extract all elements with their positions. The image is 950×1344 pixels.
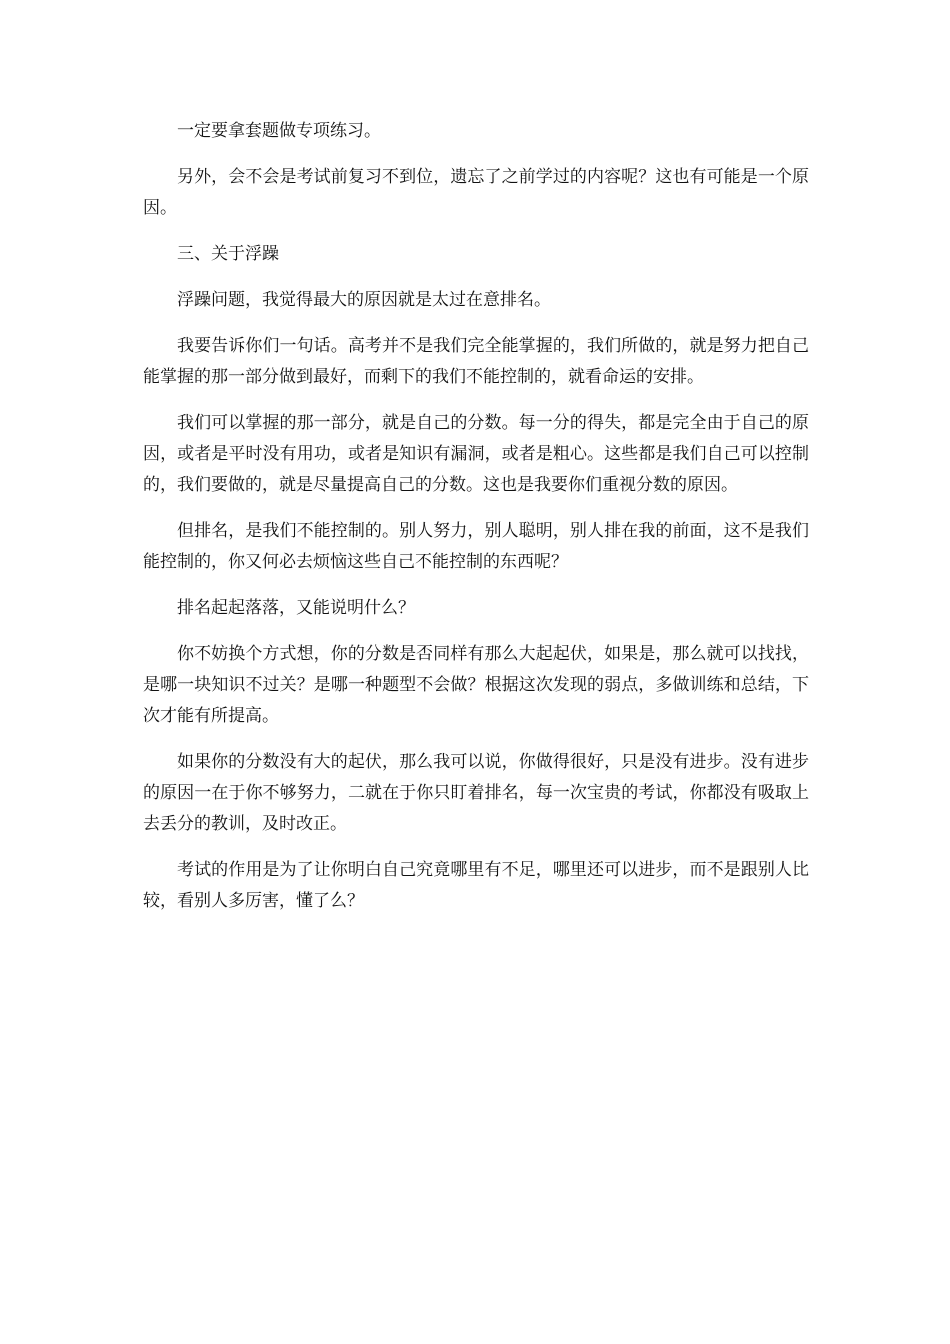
paragraph-9: 如果你的分数没有大的起伏，那么我可以说，你做得很好，只是没有进步。没有进步的原因一在于你不够努力，二就在于你只盯着排名，每一次宝贵的考试，你都没有吸取上去丢分的教训，及时改正。 [143,752,809,834]
paragraph-10: 考试的作用是为了让你明白自己究竟哪里有不足，哪里还可以进步，而不是跟别人比较，看别人多厉害，懂了么？ [143,860,809,911]
paragraph-4: 我要告诉你们一句话。高考并不是我们完全能掌握的，我们所做的，就是努力把自己能掌握的那一部分做到最好，而剩下的我们不能控制的，就看命运的安排。 [143,336,809,387]
paragraph-2: 另外，会不会是考试前复习不到位，遗忘了之前学过的内容呢？这也有可能是一个原因。 [143,167,809,218]
paragraph-6: 但排名，是我们不能控制的。别人努力，别人聪明，别人排在我的前面，这不是我们能控制的，你又何必去烦恼这些自己不能控制的东西呢？ [143,521,809,572]
paragraph-7: 排名起起落落，又能说明什么？ [177,598,415,618]
paragraph-8: 你不妨换个方式想，你的分数是否同样有那么大起起伏，如果是，那么就可以找找，是哪一块知识不过关？是哪一种题型不会做？根据这次发现的弱点，多做训练和总结，下次才能有所提高。 [143,644,809,726]
paragraph-1: 一定要拿套题做专项练习。 [177,121,381,141]
section-heading: 三、关于浮躁 [177,244,279,264]
paragraph-3: 浮躁问题，我觉得最大的原因就是太过在意排名。 [177,290,551,310]
document-body [143,116,809,932]
paragraph-5: 我们可以掌握的那一部分，就是自己的分数。每一分的得失，都是完全由于自己的原因，或者是平时没有用功，或者是知识有漏洞，或者是粗心。这些都是我们自己可以控制的，我们要做的，就是尽量提高自己的分数。这也是我要你们重视分数的原因。 [143,413,809,495]
